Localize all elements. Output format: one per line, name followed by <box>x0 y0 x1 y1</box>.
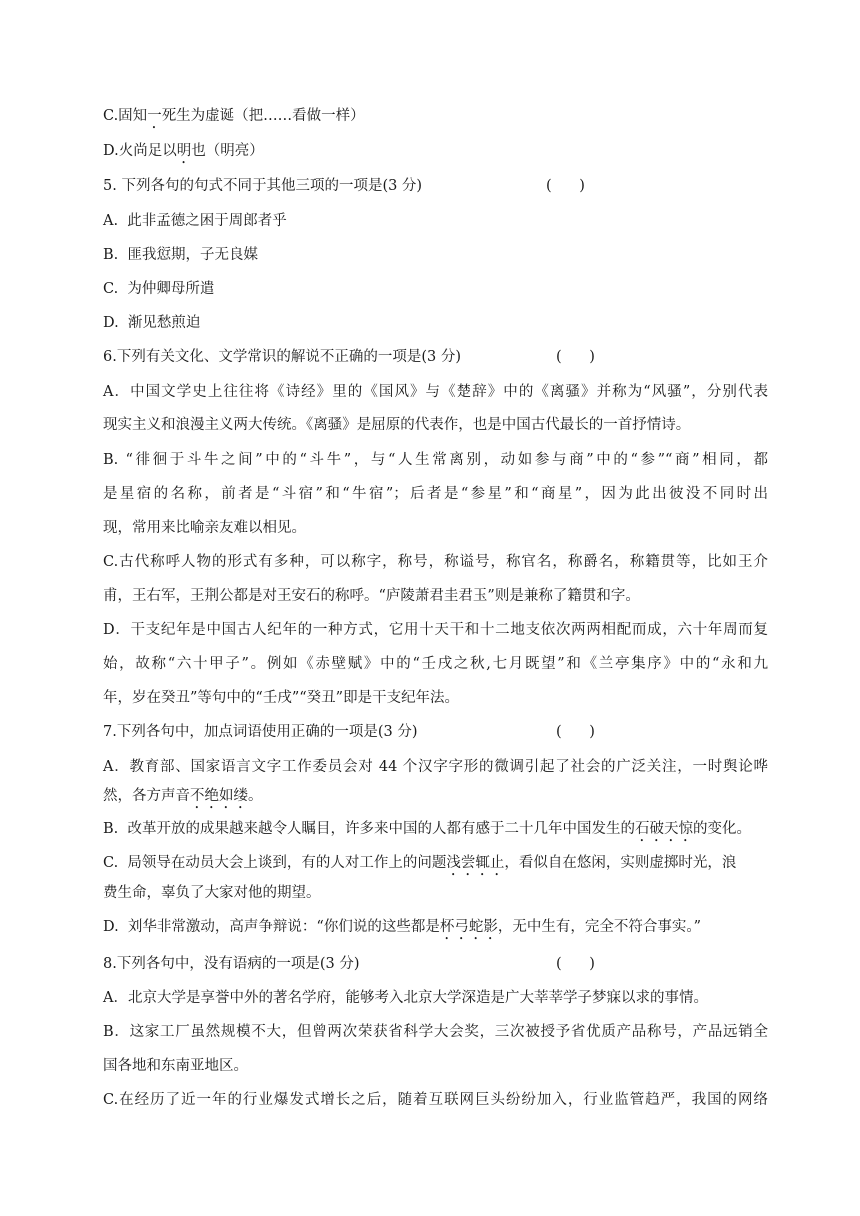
q7-option-a-line1: A．教育部、国家语言文字工作委员会对 44 个汉字字形的微调引起了社会的广泛关注，一时舆论哗 <box>103 759 768 775</box>
q8-option-b-line2: 国各地和东南亚地区。 <box>103 1058 248 1074</box>
q6-option-c-line1: C.古代称呼人物的形式有多种，可以称字，称号，称谥号，称官名，称爵名，称籍贯等，比如王介 <box>103 554 768 570</box>
q5-option-d: D. 渐见愁煎迫 <box>103 315 201 331</box>
text-segment: 。 <box>248 788 263 804</box>
answer-blank-q6: ( ) <box>556 349 595 365</box>
q6-option-b-line3: 现，常用来比喻亲友难以相见。 <box>103 520 306 536</box>
q8-option-b-line1: B．这家工厂虽然规模不大，但曾两次荣获省科学大会奖，三次被授予省优质产品称号，产品远销全 <box>103 1024 768 1040</box>
question-6-stem: 6.下列有关文化、文学常识的解说不正确的一项是(3 分) <box>103 349 461 365</box>
q5-option-b: B. 匪我愆期，子无良媒 <box>103 247 258 263</box>
text-segment: 死生为虚诞（把……看做一样） <box>161 108 365 124</box>
dotted-word: 杯弓蛇影 <box>439 919 498 935</box>
dotted-word: 石破天惊 <box>634 821 693 837</box>
text-segment: ，看似自在悠闲，实则虚掷时光，浪 <box>504 855 737 871</box>
q6-option-c-line2: 甫，王右军，王荆公都是对王安石的称呼。“庐陵萧君圭君玉”则是兼称了籍贯和字。 <box>103 588 640 604</box>
q7-option-c-line1 <box>103 853 736 879</box>
text-segment: ，无中生有，完全不符合事实。” <box>497 919 702 935</box>
q6-option-d-line3: 年，岁在癸丑”等句中的“壬戌”“癸丑”即是干支纪年法。 <box>103 690 460 706</box>
dotted-word: 不绝如缕 <box>190 788 248 804</box>
answer-blank-q7: ( ) <box>556 724 595 740</box>
question-7-stem: 7.下列各句中，加点词语使用正确的一项是(3 分) <box>103 724 418 740</box>
text-segment: D.火尚足以 <box>103 143 177 159</box>
q5-option-c: C. 为仲卿母所遣 <box>103 281 215 297</box>
q4-option-d <box>103 141 264 167</box>
q6-option-d-line1: D．干支纪年是中国古人纪年的一种方式，它用十天干和十二地支依次两两相配而成，六十年周而复 <box>103 622 768 638</box>
text-segment: D. 刘华非常激动，高声争辩说：“你们说的这些都是 <box>103 919 440 935</box>
q4-option-c <box>103 106 365 132</box>
dotted-word: 一 <box>147 108 162 124</box>
q7-option-b <box>103 819 751 845</box>
q5-option-a: A. 此非孟德之困于周郎者乎 <box>103 213 287 229</box>
q8-option-a: A．北京大学是享誉中外的著名学府，能够考入北京大学深造是广大莘莘学子梦寐以求的事情。 <box>103 990 708 1006</box>
text-segment: 的变化。 <box>692 821 751 837</box>
q6-option-d-line2: 始，故称“六十甲子”。例如《赤壁赋》中的“壬戌之秋,七月既望”和《兰亭集序》中的“永和九 <box>103 656 768 672</box>
answer-blank-q8: ( ) <box>556 956 595 972</box>
answer-blank-q5: ( ) <box>546 178 585 194</box>
q6-option-a-line1: A．中国文学史上往往将《诗经》里的《国风》与《楚辞》中的《离骚》并称为“风骚”，分别代表 <box>103 384 768 400</box>
q6-option-b-line2: 是星宿的名称，前者是“斗宿”和“牛宿”；后者是“参星”和“商星”，因为此出彼没不同时出 <box>103 486 768 502</box>
q6-option-b-line1: B. “徘徊于斗牛之间”中的“斗牛”，与“人生常离别，动如参与商”中的“参”“商”相同，都 <box>103 452 768 468</box>
text-segment: C.固知 <box>103 108 148 124</box>
text-segment: B. 改革开放的成果越来越令人瞩目，许多来中国的人都有感于二十几年中国发生的 <box>103 821 635 837</box>
q6-option-a-line2: 现实主义和浪漫主义两大传统。《离骚》是屈原的代表作，也是中国古代最长的一首抒情诗。 <box>103 417 691 433</box>
text-segment: C. 局领导在动员大会上谈到，有的人对工作上的问题 <box>103 855 447 871</box>
dotted-word: 明 <box>176 143 192 159</box>
question-5-stem: 5. 下列各句的句式不同于其他三项的一项是(3 分) <box>103 178 423 194</box>
q8-option-c-line1: C.在经历了近一年的行业爆发式增长之后，随着互联网巨头纷纷加入，行业监管趋严，我国的网络 <box>103 1092 768 1108</box>
q7-option-c-line2: 费生命，辜负了大家对他的期望。 <box>103 885 321 901</box>
dotted-word: 浅尝辄止 <box>446 855 505 871</box>
q7-option-d <box>103 917 701 943</box>
q7-option-a-line2 <box>103 786 263 812</box>
question-8-stem: 8.下列各句中，没有语病的一项是(3 分) <box>103 956 360 972</box>
text-segment: 然，各方声音 <box>103 788 190 804</box>
text-segment: 也（明亮） <box>191 143 264 159</box>
